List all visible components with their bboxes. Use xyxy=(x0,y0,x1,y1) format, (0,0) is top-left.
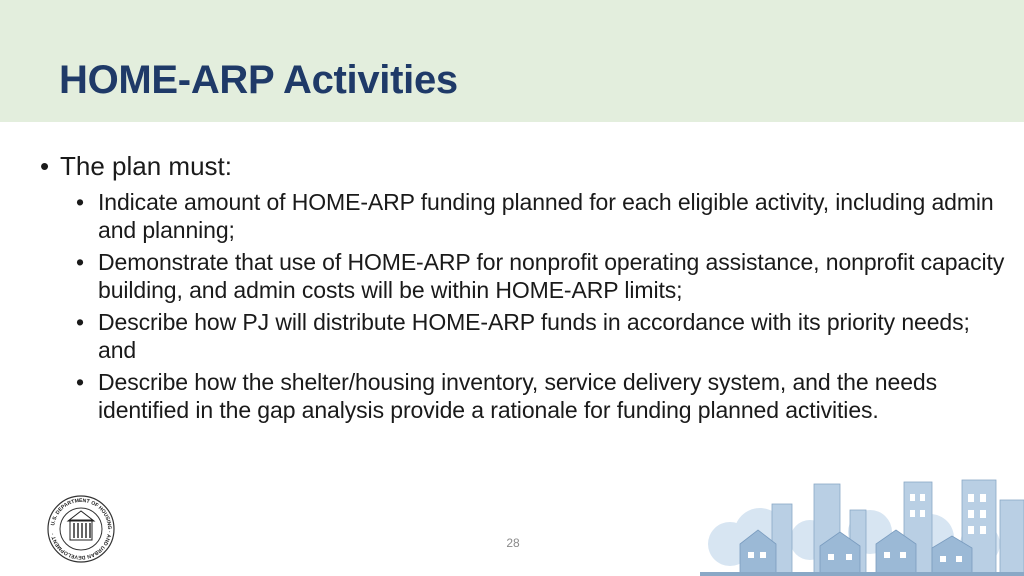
page-number: 28 xyxy=(506,536,520,550)
city-skyline-illustration xyxy=(700,474,1024,576)
list-item xyxy=(76,188,1006,244)
slide-title: HOME-ARP Activities xyxy=(59,58,458,102)
list-item xyxy=(76,308,1006,364)
svg-text:U.S. DEPARTMENT OF HOUSING · A: U.S. DEPARTMENT OF HOUSING · AND URBAN DEVELOPMENT · xyxy=(50,497,113,561)
list-item-text: Describe how PJ will distribute HOME-ARP funds in accordance with its priority needs; and xyxy=(98,309,970,363)
bullet-icon: • xyxy=(76,189,84,215)
list-item xyxy=(76,248,1006,304)
bullet-icon: • xyxy=(76,249,84,275)
list-item-text: Demonstrate that use of HOME-ARP for nonprofit operating assistance, nonprofit capacity building, and admin costs will be within HOME-ARP limits; xyxy=(98,249,1005,303)
list-item xyxy=(76,368,1006,424)
list-item-text: Describe how the shelter/housing inventory, service delivery system, and the needs identified in the gap analysis provide a rationale for funding planned activities. xyxy=(98,369,937,423)
bullet-icon: • xyxy=(76,309,84,335)
slide-header xyxy=(0,0,1024,122)
list-item-text: Indicate amount of HOME-ARP funding planned for each eligible activity, including admin and planning; xyxy=(98,189,994,243)
bullet-icon: • xyxy=(76,369,84,395)
requirements-list xyxy=(76,188,1006,428)
lead-text: The plan must: xyxy=(60,151,232,181)
lead-bullet xyxy=(40,150,232,182)
hud-seal-logo xyxy=(46,494,116,564)
bullet-icon: • xyxy=(40,151,50,181)
